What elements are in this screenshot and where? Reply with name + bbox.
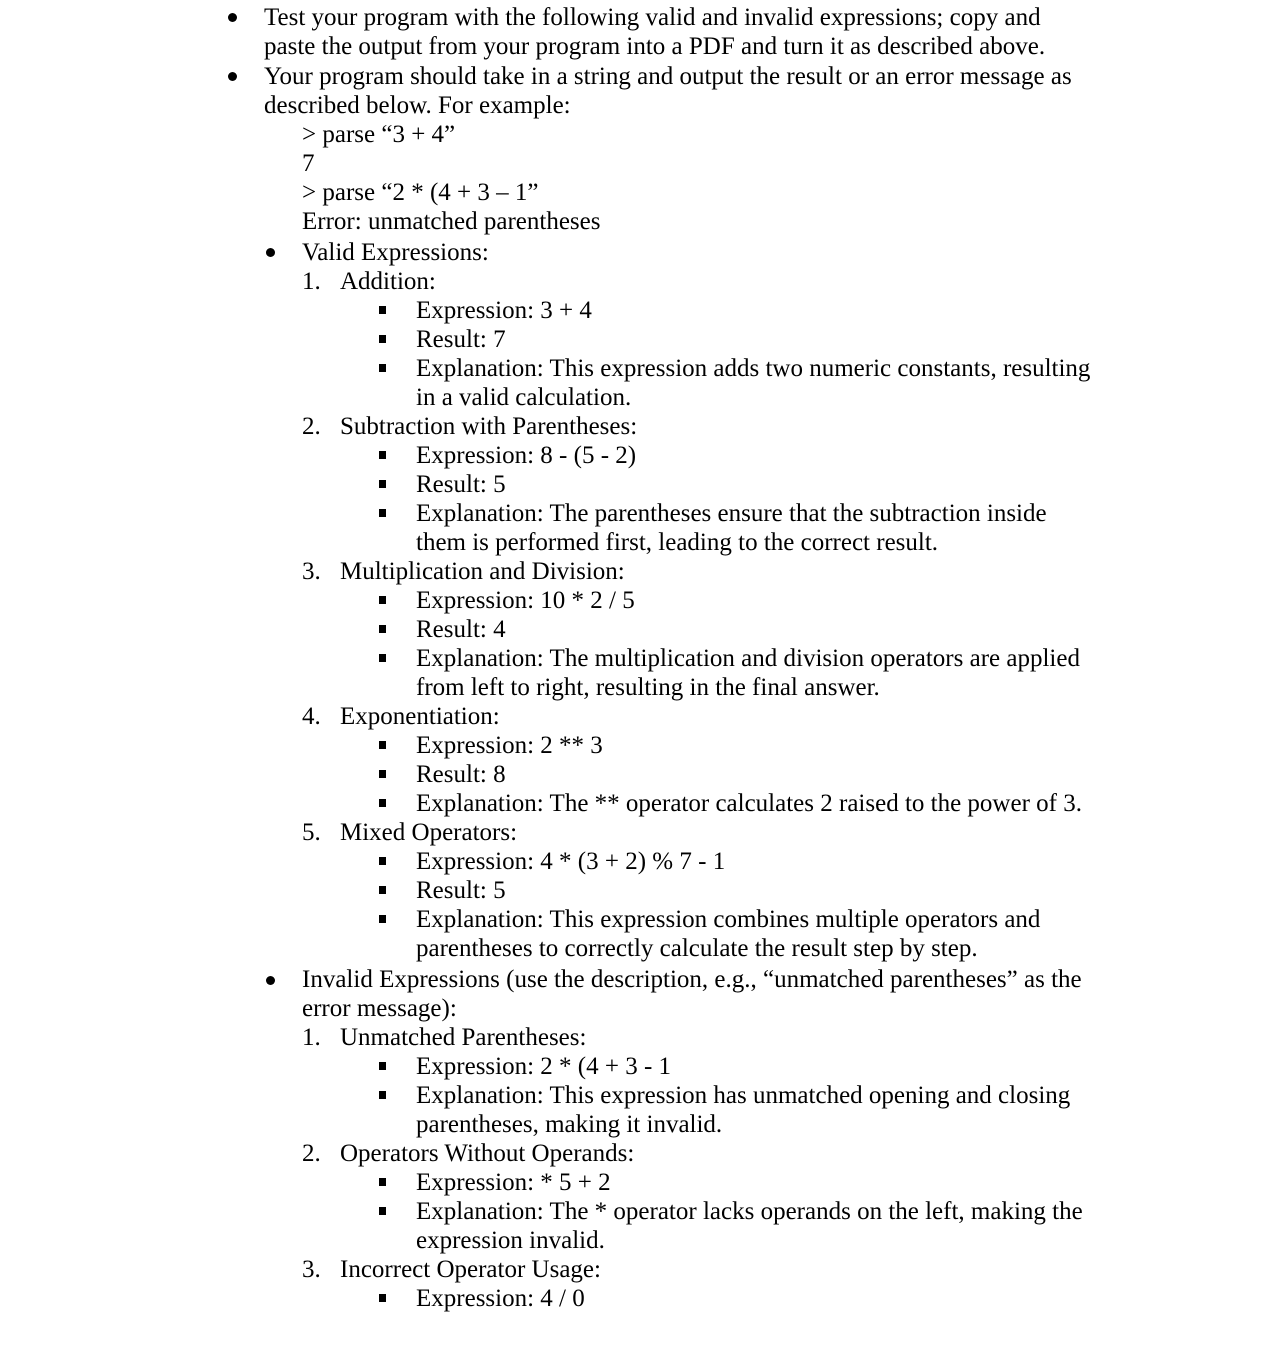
item-title: Subtraction with Parentheses: xyxy=(340,413,638,440)
expression-line: Expression: * 5 + 2 xyxy=(416,1169,611,1196)
result-line: Result: 8 xyxy=(416,761,506,788)
square-bullet-icon xyxy=(379,1207,386,1215)
bullet-icon xyxy=(266,976,275,985)
square-bullet-icon xyxy=(379,1294,386,1302)
explanation-line: Explanation: The ** operator calculates 2 raised to the power of 3. xyxy=(416,790,1082,817)
explanation-line: in a valid calculation. xyxy=(416,384,632,411)
explanation-line: Explanation: The * operator lacks operands on the left, making the xyxy=(416,1198,1083,1225)
invalid-heading: error message): xyxy=(302,995,457,1022)
expression-line: Expression: 4 / 0 xyxy=(416,1285,585,1312)
square-bullet-icon xyxy=(379,886,386,894)
square-bullet-icon xyxy=(379,770,386,778)
item-number: 3. xyxy=(302,558,321,585)
explanation-line: Explanation: This expression adds two numeric constants, resulting xyxy=(416,355,1091,382)
expression-line: Expression: 2 * (4 + 3 - 1 xyxy=(416,1053,672,1080)
item-number: 2. xyxy=(302,413,321,440)
expression-line: Expression: 2 ** 3 xyxy=(416,732,603,759)
item-title: Multiplication and Division: xyxy=(340,558,625,585)
text-line: Your program should take in a string and output the result or an error message as xyxy=(264,63,1072,90)
square-bullet-icon xyxy=(379,799,386,807)
square-bullet-icon xyxy=(379,1178,386,1186)
item-title: Incorrect Operator Usage: xyxy=(340,1256,601,1283)
expression-line: Expression: 3 + 4 xyxy=(416,297,592,324)
result-line: Result: 7 xyxy=(416,326,506,353)
square-bullet-icon xyxy=(379,654,386,662)
square-bullet-icon xyxy=(379,625,386,633)
square-bullet-icon xyxy=(379,596,386,604)
example-line: 7 xyxy=(302,150,315,177)
square-bullet-icon xyxy=(379,1062,386,1070)
square-bullet-icon xyxy=(379,915,386,923)
expression-line: Expression: 4 * (3 + 2) % 7 - 1 xyxy=(416,848,726,875)
item-number: 2. xyxy=(302,1140,321,1167)
example-line: Error: unmatched parentheses xyxy=(302,208,601,235)
bullet-icon xyxy=(266,248,275,257)
explanation-line: parentheses, making it invalid. xyxy=(416,1111,723,1138)
example-line: > parse “2 * (4 + 3 – 1” xyxy=(302,179,539,206)
square-bullet-icon xyxy=(379,741,386,749)
expression-line: Expression: 10 * 2 / 5 xyxy=(416,587,635,614)
result-line: Result: 5 xyxy=(416,877,506,904)
square-bullet-icon xyxy=(379,509,386,517)
example-line: > parse “3 + 4” xyxy=(302,121,456,148)
item-number: 1. xyxy=(302,268,321,295)
square-bullet-icon xyxy=(379,306,386,314)
invalid-heading: Invalid Expressions (use the description, e.g., “unmatched parentheses” as the xyxy=(302,966,1082,993)
text-line: described below. For example: xyxy=(264,92,571,119)
explanation-line: them is performed first, leading to the correct result. xyxy=(416,529,939,556)
bullet-icon xyxy=(228,72,237,81)
square-bullet-icon xyxy=(379,1091,386,1099)
square-bullet-icon xyxy=(379,364,386,372)
explanation-line: parentheses to correctly calculate the result step by step. xyxy=(416,935,978,962)
square-bullet-icon xyxy=(379,451,386,459)
square-bullet-icon xyxy=(379,480,386,488)
item-title: Addition: xyxy=(340,268,436,295)
expression-line: Expression: 8 - (5 - 2) xyxy=(416,442,637,469)
item-title: Mixed Operators: xyxy=(340,819,518,846)
explanation-line: expression invalid. xyxy=(416,1227,605,1254)
text-line: Test your program with the following valid and invalid expressions; copy and xyxy=(264,4,1041,31)
item-title: Exponentiation: xyxy=(340,703,500,730)
explanation-line: from left to right, resulting in the final answer. xyxy=(416,674,880,701)
item-title: Unmatched Parentheses: xyxy=(340,1024,587,1051)
valid-heading: Valid Expressions: xyxy=(302,239,489,266)
text-line: paste the output from your program into a PDF and turn it as described above. xyxy=(264,33,1046,60)
item-number: 4. xyxy=(302,703,321,730)
item-title: Operators Without Operands: xyxy=(340,1140,635,1167)
result-line: Result: 4 xyxy=(416,616,506,643)
item-number: 5. xyxy=(302,819,321,846)
result-line: Result: 5 xyxy=(416,471,506,498)
explanation-line: Explanation: This expression combines multiple operators and xyxy=(416,906,1041,933)
item-number: 1. xyxy=(302,1024,321,1051)
explanation-line: Explanation: The multiplication and division operators are applied xyxy=(416,645,1080,672)
explanation-line: Explanation: This expression has unmatched opening and closing xyxy=(416,1082,1071,1109)
bullet-icon xyxy=(228,13,237,22)
square-bullet-icon xyxy=(379,335,386,343)
explanation-line: Explanation: The parentheses ensure that the subtraction inside xyxy=(416,500,1047,527)
square-bullet-icon xyxy=(379,857,386,865)
item-number: 3. xyxy=(302,1256,321,1283)
